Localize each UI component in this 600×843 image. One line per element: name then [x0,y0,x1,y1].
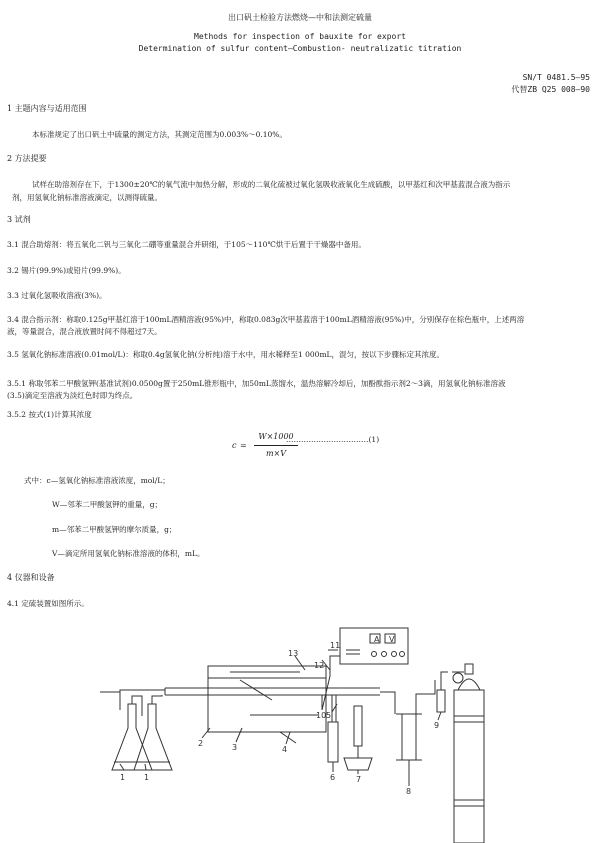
item-3-5-1-line-1: 3.5.1 称取邻苯二甲酸氢钾(基准试剂)0.0500g置于250mL锥形瓶中，加50mL蒸馏水，温热溶解冷却后，加酚酞指示剂2～3滴，用氢氧化钠标准溶液 [7,379,506,388]
formula-number: ……………………………(1) [286,435,380,444]
formula-equals: = [240,441,247,450]
section-2-body-line-2: 剂，用氢氧化钠标准溶液滴定，以测得硫量。 [12,193,162,202]
doc-title-en-2: Determination of sulfur content—Combustion- neutralizatic titration [138,44,462,53]
section-1-title: 1 主题内容与适用范围 [7,104,87,113]
label-1b: 1 [144,773,150,782]
item-3-2: 3.2 锡片(99.9%)或铅片(99.9%)。 [7,266,126,275]
item-3-4-line-1: 3.4 混合指示剂：称取0.125g甲基红溶于100mL酒精溶液(95%)中，称取0.083g次甲基蓝溶于100mL酒精溶液(95%)中，分别保存在棕色瓶中，上述两溶 [7,315,525,324]
combustion-tube [165,688,380,695]
label-7: 7 [356,775,362,784]
where-w: W—邻苯二甲酸氢钾的重量，g； [52,500,163,509]
where-c: 式中：c—氢氧化钠标准溶液浓度，mol/L； [24,476,170,485]
doc-title-cn: 出口矾土检验方法燃烧—中和法测定硫量 [228,13,372,22]
item-3-4-line-2: 液，等量混合，混合液放置时间不得超过7天。 [7,327,162,336]
oxygen-cylinder [452,664,484,843]
item-3-5-1-line-2: (3.5)滴定至溶液为淡红色时即为终点。 [7,391,138,400]
label-8: 8 [406,787,412,796]
sulfur-apparatus-diagram [90,620,510,843]
ammeter-label: A [374,635,380,644]
item-3-5: 3.5 氢氧化钠标准溶液(0.01mol/L)：称取0.4g氢氧化钠(分析纯)溶于水中，用水稀释至1 000mL，混匀，按以下步骤标定其浓度。 [7,350,445,359]
item-3-3: 3.3 过氧化氢吸收溶液(3%)。 [7,291,107,300]
section-2-body-line-1: 试样在助溶剂存在下，于1300±20℃的氧气流中加热分解，形成的二氧化硫被过氧化氢吸收液氧化生成硫酸，以甲基红和次甲基蓝混合液为指示 [32,180,511,189]
tube-furnace [208,666,326,732]
standard-number: SN/T 0481.5—95 [522,73,590,82]
label-4: 4 [282,745,288,754]
label-13: 13 [288,649,299,658]
replaces-standard: 代替ZB Q25 008—90 [511,85,590,94]
section-4-title: 4 仪器和设备 [7,573,55,582]
item-3-1: 3.1 混合助熔剂：将五氧化二钒与三氧化二硼等重量混合并研细，于105～110℃烘干后置于干燥器中备用。 [7,240,366,249]
wash-bottles [100,690,172,770]
formula-numerator: W×1000 [258,432,294,441]
label-5: 5 [326,711,332,720]
label-1a: 1 [120,773,126,782]
section-1-body: 本标准规定了出口矾土中硫量的测定方法，其测定范围为0.003%～0.10%。 [32,130,287,139]
item-4-1: 4.1 定硫装置如图所示。 [7,599,89,608]
label-11: 11 [330,641,341,650]
label-3: 3 [232,743,238,752]
label-10: 10 [316,711,327,720]
label-2: 2 [198,739,204,748]
doc-title-en-1: Methods for inspection of bauxite for export [194,32,406,41]
item-3-5-2: 3.5.2 按式(1)计算其浓度 [7,410,92,419]
voltmeter-label: V [389,635,395,644]
formula-c: c [232,441,237,450]
formula-denominator: m×V [265,449,287,458]
label-12: 12 [314,661,325,670]
drying-tower [380,680,435,780]
control-box [340,628,408,664]
burette [344,706,372,770]
flow-meter [437,672,448,712]
label-6: 6 [330,773,336,782]
label-9: 9 [434,721,440,730]
where-m: m—邻苯二甲酸氢钾的摩尔质量，g； [52,525,177,534]
section-3-title: 3 试剂 [7,215,31,224]
where-v: V—滴定所用氢氧化钠标准溶液的体积，mL。 [52,549,205,558]
section-2-title: 2 方法提要 [7,154,47,163]
